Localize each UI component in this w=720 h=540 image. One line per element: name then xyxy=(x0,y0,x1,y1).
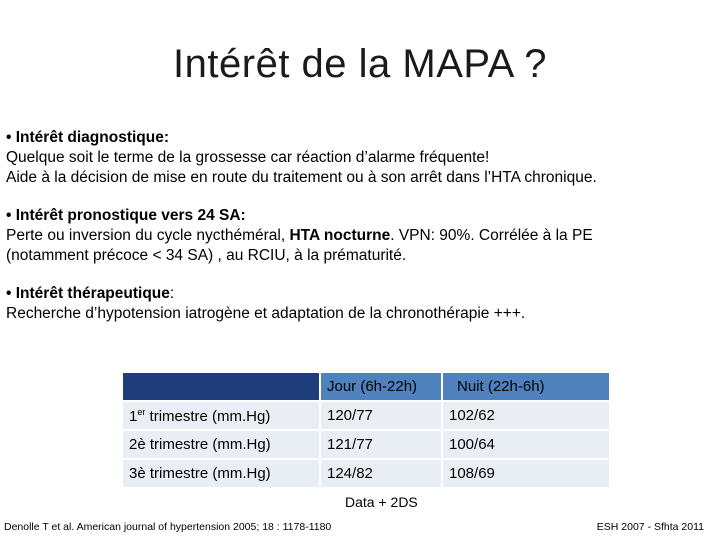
cell-nuit: 108/69 xyxy=(443,460,609,487)
reference-right: ESH 2007 - Sfhta 2011 xyxy=(596,521,704,533)
section-heading: • Intérêt pronostique vers 24 SA: xyxy=(6,207,246,224)
text-run: Perte ou inversion du cycle nycthéméral, xyxy=(6,227,290,244)
label-sup: er xyxy=(137,406,146,417)
table-header-row xyxy=(123,373,609,400)
cell-jour: 124/82 xyxy=(321,460,441,487)
table-row xyxy=(123,402,609,429)
hta-nocturne-text: HTA nocturne xyxy=(289,227,391,244)
section-heading xyxy=(6,284,706,304)
label-num: 1 xyxy=(129,407,138,425)
table-row xyxy=(123,460,609,487)
cell-nuit: 102/62 xyxy=(443,402,609,429)
header-cell xyxy=(123,373,319,400)
section-therapeutique xyxy=(6,284,706,324)
cell-nuit: 100/64 xyxy=(443,431,609,458)
row-label: 3è trimestre (mm.Hg) xyxy=(123,460,319,487)
section-line xyxy=(6,226,706,246)
row-label xyxy=(123,402,319,429)
table-caption: Data + 2DS xyxy=(345,494,418,510)
slide-body xyxy=(6,128,706,342)
section-line: Aide à la décision de mise en route du traitement ou à son arrêt dans l’HTA chronique. xyxy=(6,169,597,186)
heading-rest: : xyxy=(169,285,175,302)
section-heading: • Intérêt diagnostique: xyxy=(6,129,170,146)
row-label: 2è trimestre (mm.Hg) xyxy=(123,431,319,458)
header-cell-nuit: Nuit (22h-6h) xyxy=(443,373,609,400)
table-row xyxy=(123,431,609,458)
section-pronostic xyxy=(6,206,706,266)
section-diagnostic xyxy=(6,128,706,188)
section-line: Quelque soit le terme de la grossesse car réaction d’alarme fréquente! xyxy=(6,149,490,166)
slide-title: Intérêt de la MAPA ? xyxy=(173,42,547,86)
text-run: . VPN: 90%. Corrélée à la PE xyxy=(390,227,593,244)
section-line: (notamment précoce < 34 SA) , au RCIU, à la prématurité. xyxy=(6,247,407,264)
cell-jour: 120/77 xyxy=(321,402,441,429)
section-line: Recherche d’hypotension iatrogène et adaptation de la chronothérapie +++. xyxy=(6,305,526,322)
heading-bold: • Intérêt thérapeutique xyxy=(6,285,170,302)
label-rest: trimestre (mm.Hg) xyxy=(145,407,271,425)
header-cell-jour: Jour (6h-22h) xyxy=(321,373,441,400)
reference-left: Denolle T et al. American journal of hypertension 2005; 18 : 1178-1180 xyxy=(4,521,332,533)
cell-jour: 121/77 xyxy=(321,431,441,458)
bp-table xyxy=(121,371,611,489)
